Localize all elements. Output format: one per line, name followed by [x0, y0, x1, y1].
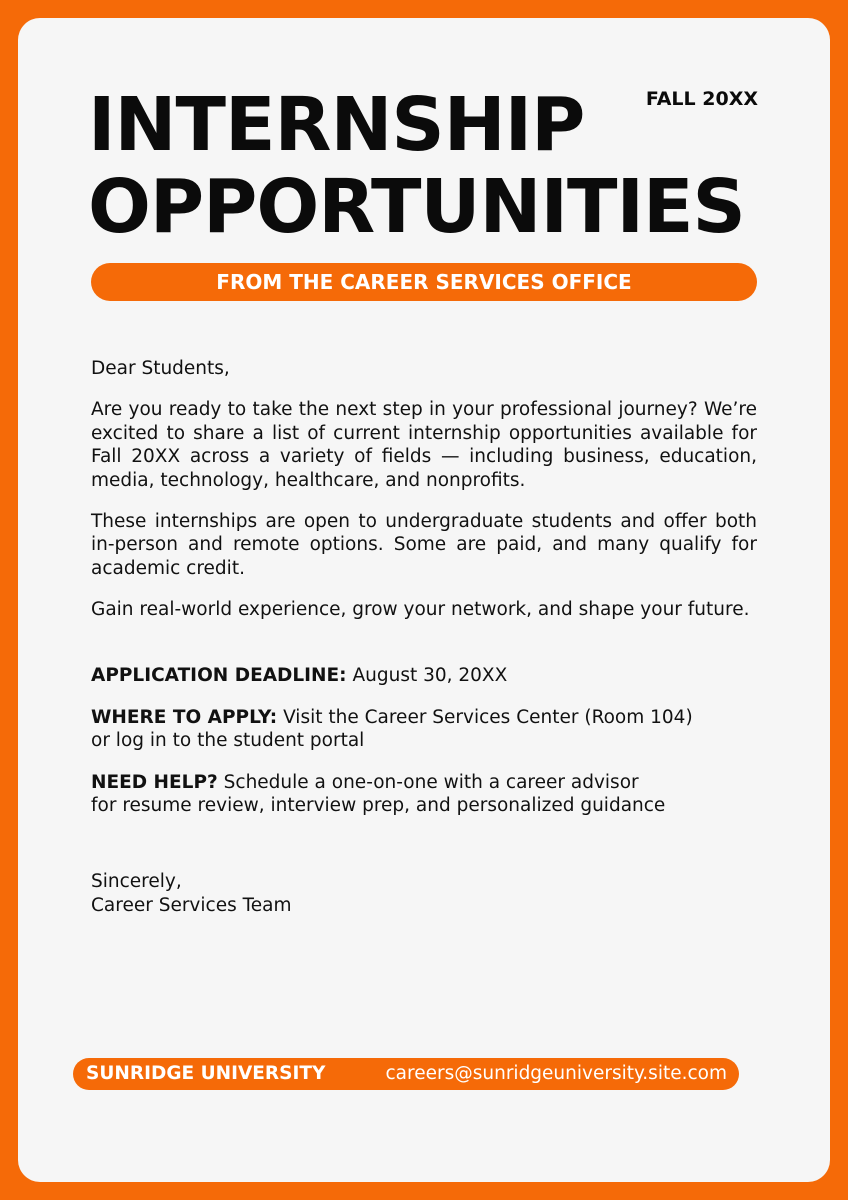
title-line-2: OPPORTUNITIES: [88, 164, 745, 250]
letter-body: [91, 357, 757, 639]
title-line-1: INTERNSHIP: [88, 82, 585, 168]
paragraph-eligibility: These internships are open to undergraduate students and offer both in-person and remote options. Some are paid, and many qualify for academic credit.: [91, 510, 757, 579]
season-label: FALL 20XX: [645, 88, 758, 110]
footer-banner: [73, 1058, 739, 1090]
deadline-item: [91, 664, 757, 688]
subtitle-banner: [91, 263, 757, 301]
greeting: Dear Students,: [91, 358, 230, 379]
deadline-value: August 30, 20XX: [352, 665, 508, 686]
help-line-1: Schedule a one-on-one with a career advisor: [223, 771, 639, 793]
help-label: NEED HELP?: [91, 771, 218, 793]
apply-line-1: Visit the Career Services Center (Room 104): [283, 706, 693, 728]
signature: Career Services Team: [91, 894, 292, 916]
deadline-label: APPLICATION DEADLINE:: [91, 665, 347, 686]
signoff: [91, 870, 292, 917]
university-name: SUNRIDGE UNIVERSITY: [86, 1063, 326, 1084]
apply-label: WHERE TO APPLY:: [91, 706, 278, 728]
help-line-2: for resume review, interview prep, and personalized guidance: [91, 795, 666, 816]
subtitle-text: FROM THE CAREER SERVICES OFFICE: [216, 270, 632, 294]
paragraph-intro: Are you ready to take the next step in your professional journey? We’re excited to share a list of current internship opportunities available for Fall 20XX across a variety of fields — including business, education, media, technology, healthcare, and nonprofits.: [91, 399, 757, 491]
closing: Sincerely,: [91, 871, 182, 892]
help-item: [91, 771, 757, 818]
paragraph-call-to-action: Gain real-world experience, grow your network, and shape your future.: [91, 598, 750, 620]
apply-item: [91, 706, 757, 753]
details-section: [91, 664, 757, 836]
contact-email-link[interactable]: careers@sunridgeuniversity.site.com: [385, 1063, 727, 1084]
apply-line-2: or log in to the student portal: [91, 730, 365, 751]
flyer-card: [18, 18, 830, 1182]
